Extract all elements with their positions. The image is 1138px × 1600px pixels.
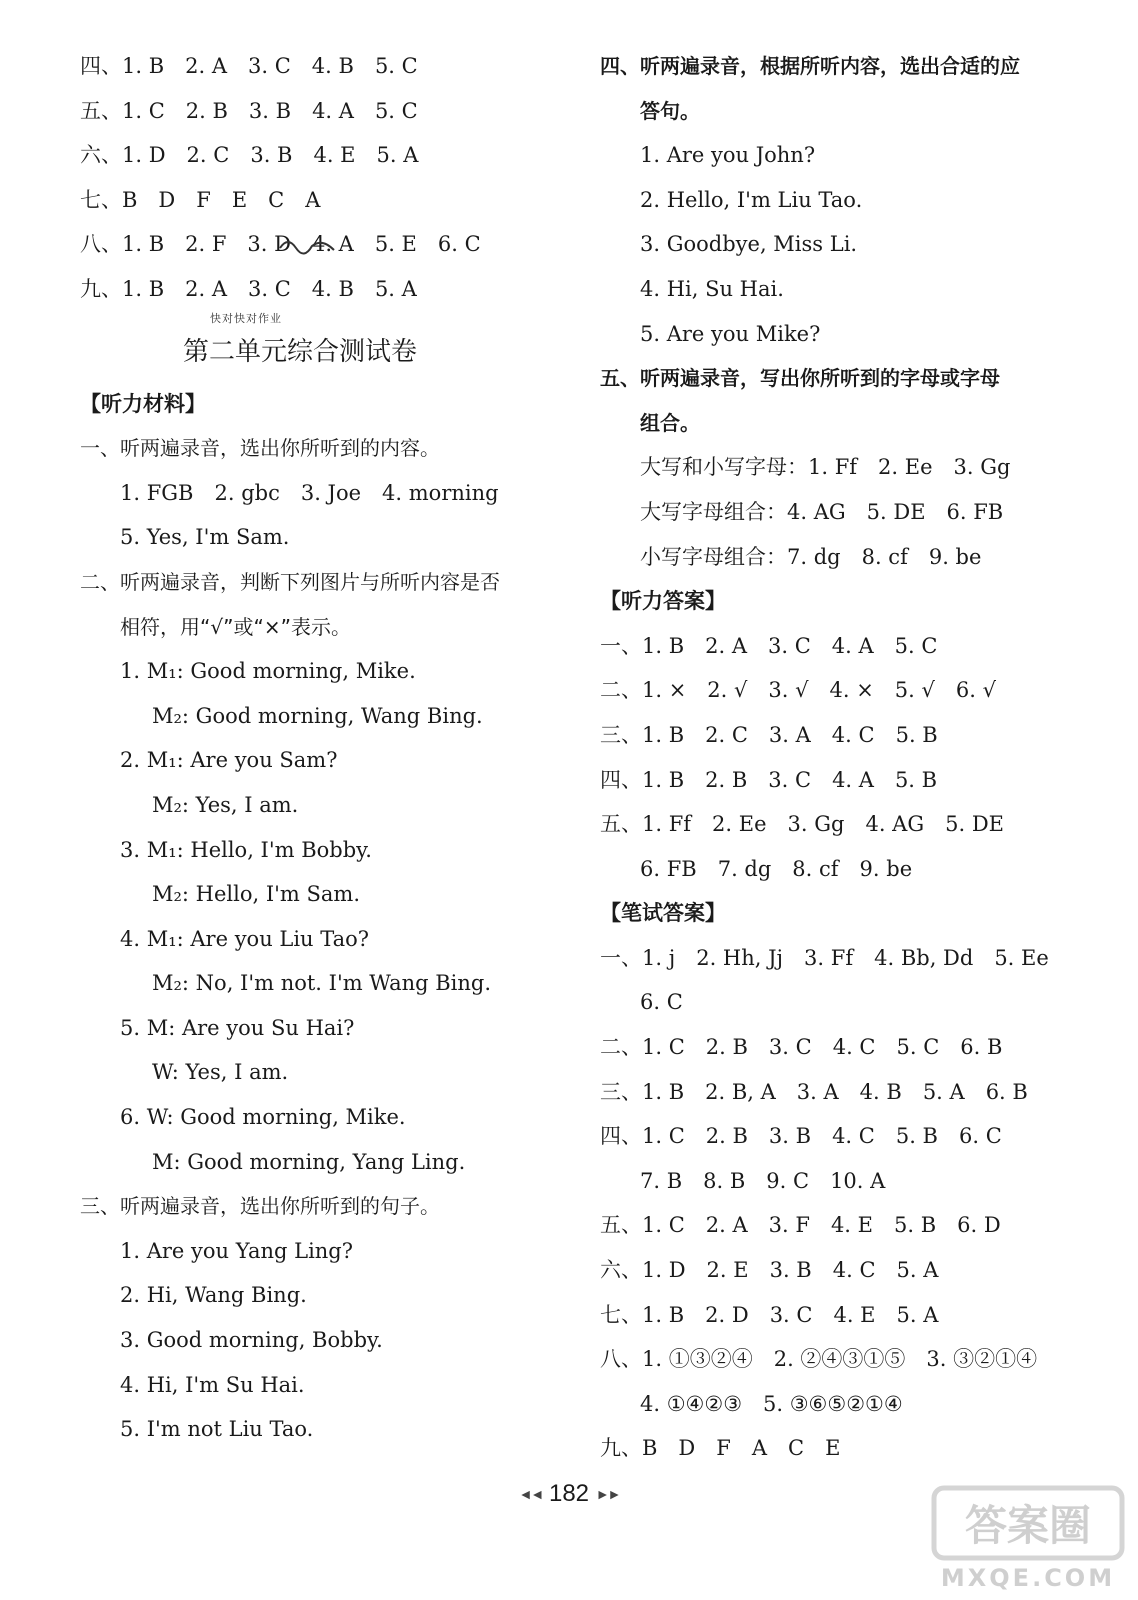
answer-line: 6. C	[640, 990, 683, 1015]
list-item: 5. Yes, I'm Sam.	[120, 525, 290, 550]
dialogue-line: W: Yes, I am.	[152, 1060, 289, 1085]
answer-line: 二、1. × 2. √ 3. √ 4. × 5. √ 6. √	[600, 678, 996, 703]
unit-title-text: 第二单元综合测试卷	[182, 336, 417, 367]
section-5-title-line1: 五、听两遍录音，写出你所听到的字母或字母	[600, 366, 1000, 391]
list-item: 大写和小写字母：1. Ff 2. Ee 3. Gg	[640, 455, 1011, 480]
list-item: 5. I'm not Liu Tao.	[120, 1417, 314, 1442]
dialogue-line: 5. M: Are you Su Hai?	[120, 1015, 355, 1040]
section-5-title-line2: 组合。	[640, 410, 700, 435]
listening-answers	[600, 624, 1100, 892]
answer-line: 五、1. C 2. A 3. F 4. E 5. B 6. D	[600, 1213, 1001, 1238]
answer-line: 一、1. j 2. Hh, Jj 3. Ff 4. Bb, Dd 5. Ee	[600, 945, 1049, 970]
list-item: 3. Good morning, Bobby.	[120, 1328, 383, 1353]
section-4-title-line2: 答句。	[640, 98, 700, 123]
answer-line: 6. FB 7. dg 8. cf 9. be	[640, 856, 913, 881]
answer-line: 一、1. B 2. A 3. C 4. A 5. C	[600, 633, 938, 658]
written-answers	[600, 936, 1100, 1471]
section-5-items	[600, 445, 1100, 579]
answer-line: 二、1. C 2. B 3. C 4. C 5. C 6. B	[600, 1035, 1003, 1060]
section-4-items	[600, 133, 1100, 356]
answer-line: 三、1. B 2. C 3. A 4. C 5. B	[600, 722, 938, 747]
answer-line: 八、1. ①③②④ 2. ②④③①⑤ 3. ③②①④	[600, 1347, 1038, 1372]
previous-unit-answers	[80, 44, 570, 312]
answer-line: 4. ①④②③ 5. ③⑥⑤②①④	[640, 1391, 903, 1416]
section-3-title: 三、听两遍录音，选出你所听到的句子。	[80, 1194, 440, 1219]
prev-arrow-icon: ◄◄	[518, 1486, 543, 1502]
watermark-logo	[928, 1478, 1128, 1596]
pen-scribble-icon	[278, 234, 338, 256]
watermark-url: MXQE.COM	[940, 1564, 1116, 1592]
unit-title	[80, 312, 520, 382]
answer-line: 六、1. D 2. C 3. B 4. E 5. A	[80, 143, 419, 168]
listening-answer-heading: 【听力答案】	[600, 589, 726, 614]
dialogue-line: M₂: Hello, I'm Sam.	[152, 882, 360, 907]
section-1-title: 一、听两遍录音，选出你所听到的内容。	[80, 436, 440, 461]
watermark-text: 答案圈	[964, 1501, 1092, 1550]
section-2-title-line1: 二、听两遍录音，判断下列图片与所听内容是否	[80, 569, 500, 594]
dialogue-line: 3. M₁: Hello, I'm Bobby.	[120, 837, 372, 862]
section-3-items	[80, 1229, 570, 1452]
answer-line: 四、1. B 2. B 3. C 4. A 5. B	[600, 767, 938, 792]
dialogue-line: 6. W: Good morning, Mike.	[120, 1105, 406, 1130]
list-item: 4. Hi, I'm Su Hai.	[120, 1372, 305, 1397]
right-column	[600, 44, 1100, 1471]
dialogue-line: M₂: Yes, I am.	[152, 792, 299, 817]
dialogue-line: M₂: No, I'm not. I'm Wang Bing.	[152, 971, 492, 996]
list-item: 2. Hi, Wang Bing.	[120, 1283, 307, 1308]
list-item: 1. Are you John?	[640, 143, 816, 168]
list-item: 5. Are you Mike?	[640, 321, 821, 346]
listening-material-heading: 【听力材料】	[80, 391, 206, 416]
written-answer-heading: 【笔试答案】	[600, 901, 726, 926]
list-item: 4. Hi, Su Hai.	[640, 276, 784, 301]
section-4-title-line1: 四、听两遍录音，根据所听内容，选出合适的应	[600, 54, 1020, 78]
section-2-items	[80, 649, 570, 1184]
list-item: 小写字母组合：7. dg 8. cf 9. be	[640, 544, 982, 569]
list-item: 大写字母组合：4. AG 5. DE 6. FB	[640, 499, 1004, 524]
dialogue-line: 1. M₁: Good morning, Mike.	[120, 659, 416, 684]
next-arrow-icon: ►►	[595, 1486, 620, 1502]
answer-line: 三、1. B 2. B, A 3. A 4. B 5. A 6. B	[600, 1079, 1028, 1104]
page-number: 182	[548, 1480, 590, 1507]
answer-line: 四、1. B 2. A 3. C 4. B 5. C	[80, 54, 418, 78]
section-1-items	[80, 471, 570, 560]
answer-line: 六、1. D 2. E 3. B 4. C 5. A	[600, 1258, 939, 1283]
list-item: 3. Goodbye, Miss Li.	[640, 232, 858, 257]
section-2-title-line2: 相符，用“√”或“×”表示。	[120, 614, 351, 639]
dialogue-line: M: Good morning, Yang Ling.	[152, 1149, 466, 1174]
answer-line: 7. B 8. B 9. C 10. A	[640, 1168, 886, 1193]
answer-line: 八、1. B 2. F 3. D 4. A 5. E 6. C	[80, 232, 481, 257]
answer-line: 九、1. B 2. A 3. C 4. B 5. A	[80, 276, 417, 301]
list-item: 2. Hello, I'm Liu Tao.	[640, 187, 863, 212]
dialogue-line: M₂: Good morning, Wang Bing.	[152, 703, 483, 728]
answer-line: 五、1. C 2. B 3. B 4. A 5. C	[80, 98, 418, 123]
list-item: 1. FGB 2. gbc 3. Joe 4. morning	[120, 480, 499, 505]
list-item: 1. Are you Yang Ling?	[120, 1238, 354, 1263]
answer-line: 四、1. C 2. B 3. B 4. C 5. B 6. C	[600, 1124, 1002, 1149]
answer-line: 七、1. B 2. D 3. C 4. E 5. A	[600, 1302, 939, 1327]
answer-line: 五、1. Ff 2. Ee 3. Gg 4. AG 5. DE	[600, 812, 1004, 837]
dialogue-line: 2. M₁: Are you Sam?	[120, 748, 338, 773]
handwritten-note: 快对快对作业	[210, 311, 282, 325]
dialogue-line: 4. M₁: Are you Liu Tao?	[120, 926, 370, 951]
answer-line: 七、B D F E C A	[80, 187, 321, 212]
answer-line: 九、B D F A C E	[600, 1436, 841, 1461]
